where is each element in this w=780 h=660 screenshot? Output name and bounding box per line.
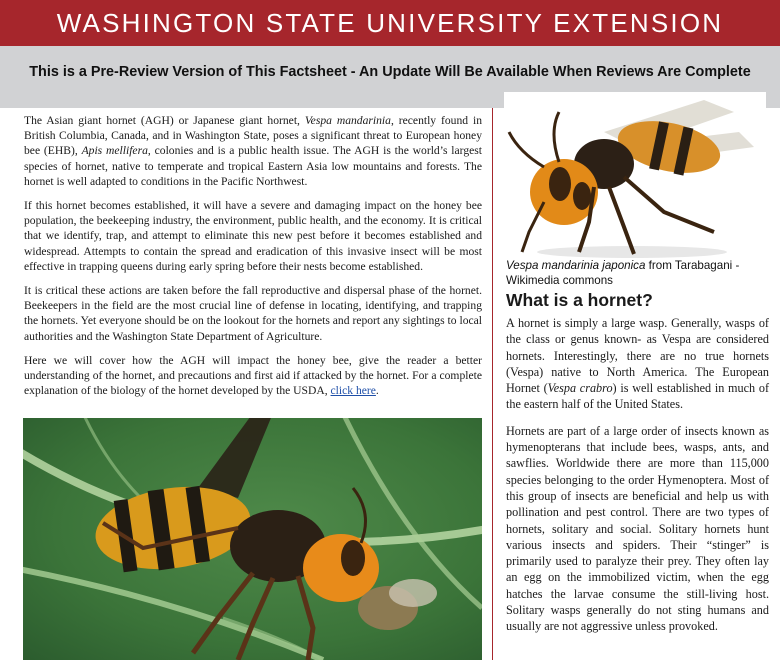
intro-paragraph-3: It is critical these actions are taken before the fall reproductive and dispersal phase of the hornet. Beekeepers in the field are the most crucial line of defense in locating, identifying, and trapping the hornets. Yet everyone should be on the lookout for the hornets and report any sightings to local authorities and the Washington State Department of Agriculture. [24,284,482,343]
hornet-paragraph-2: Hornets are part of a large order of insects known as hymenopterans that include bees, wasps, ants, and sawflies. Worldwide there are more than 115,000 species belonging to the order Hymenoptera. Most of this group of insects are beneficial and help us with pollination and pest control. There are two types of hornets, solitary and social. Solitary hornets hunt various insects and spiders. Their “stinger” is primarily used to paralyze their prey. They often lay an egg on the immobilized victim, when the egg hatches the larvae consume the still-living host. Solitary wasps generally do not sting humans and usually are not aggressive unless provoked. [506,423,769,634]
caption-credit: from Tarabagani - Wikimedia commons [506,259,740,287]
intro-paragraph-4: Here we will cover how the AGH will impact the honey bee, give the reader a better understanding of the hornet, and precautions and first aid if attacked by the hornet. For a complete explanation of the biology of the hornet developed by the USDA, click here. [24,353,482,398]
pre-review-notice: This is a Pre-Review Version of This Factsheet - An Update Will Be Available When Reviews Are Complete [29,64,751,80]
hornet-eating-bee-photo [23,418,482,660]
hornet-illustration [504,92,766,260]
bee-species-name: Apis mellifera [81,144,148,158]
intro-paragraph-2: If this hornet becomes established, it will have a severe and damaging impact on the honey bee population, the beekeeping industry, the environment, public health, and the economy. It is critical that we identify, trap, and attempt to eliminate this new pest before it becomes established and widespread. Attempts to contain the spread and eradication of this invasive insect will be most effective in trapping queens during early spring before their nests become established. [24,199,482,273]
intro-column [24,113,482,407]
extension-header [0,0,780,46]
usda-biology-link[interactable]: click here [330,384,376,398]
hornet-paragraph-1: A hornet is simply a large wasp. Generally, wasps of the class or genus known- as Vespa are considered hornets. Interestingly, there are no true hornets (Vespa) native to North America. The European Hornet (Vespa crabro) is well established in much of the eastern half of the United States. [506,316,769,412]
intro-paragraph-1: The Asian giant hornet (AGH) or Japanese giant hornet, Vespa mandarinia, recently found in British Columbia, Canada, and in Washington State, poses a significant threat to European honey bee (EHB), Apis mellifera, colonies and is a public health issue. The AGH is the world’s largest species of hornet, native to temperate and tropical Eastern Asia low mountains and forests. The hornet is well adapted to conditions in the Pacific Northwest. [24,114,482,188]
hornet-photo [504,92,766,260]
hornet-info-column [506,315,769,645]
caption-species: Vespa mandarinia japonica [506,259,646,272]
hornet-eating-bee-illustration [23,418,482,660]
european-hornet-species: Vespa crabro [547,381,613,396]
column-divider [492,108,493,660]
section-title: What is a hornet? [506,290,653,310]
photo-caption [506,258,768,288]
species-name: Vespa mandarinia [304,114,391,127]
header-title: WASHINGTON STATE UNIVERSITY EXTENSION [56,8,724,38]
